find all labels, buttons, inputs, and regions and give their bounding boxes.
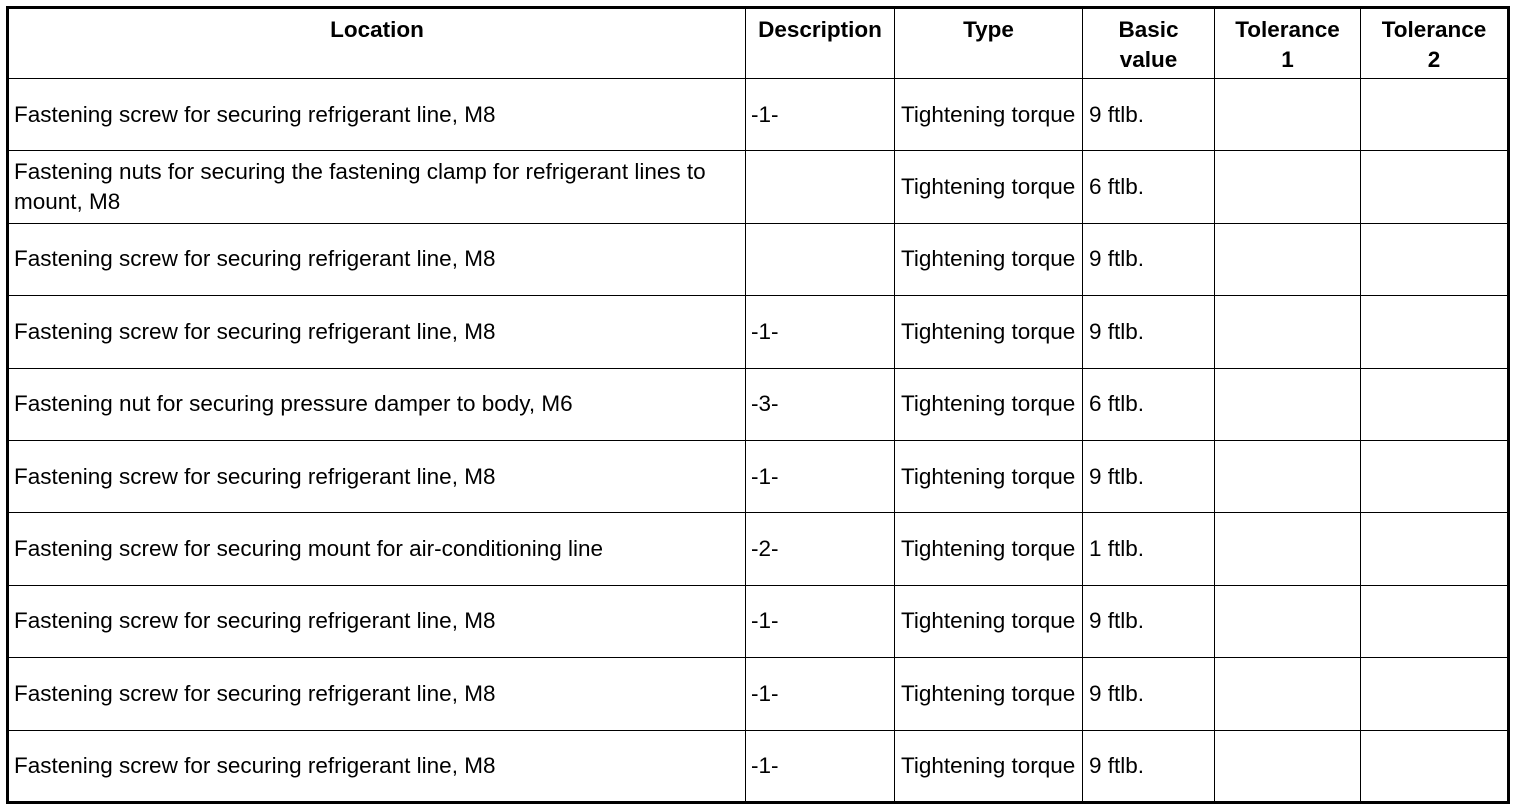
- cell-tolerance-1: [1215, 151, 1361, 223]
- cell-location: Fastening nuts for securing the fastening clamp for refrigerant lines to mount, M8: [8, 151, 746, 223]
- header-tolerance-1: Tolerance 1: [1215, 8, 1361, 79]
- cell-type: Tightening torque: [895, 79, 1083, 151]
- cell-tolerance-1: [1215, 585, 1361, 657]
- cell-location: Fastening screw for securing refrigerant line, M8: [8, 296, 746, 368]
- cell-location: Fastening screw for securing refrigerant line, M8: [8, 223, 746, 295]
- cell-description: -1-: [746, 730, 895, 802]
- cell-description: -1-: [746, 79, 895, 151]
- cell-location: Fastening screw for securing mount for air-conditioning line: [8, 513, 746, 585]
- cell-tolerance-2: [1361, 151, 1509, 223]
- table-row: [8, 658, 1509, 730]
- cell-type: Tightening torque: [895, 440, 1083, 512]
- cell-basic-value: 9 ftlb.: [1083, 730, 1215, 802]
- cell-tolerance-2: [1361, 79, 1509, 151]
- cell-type: Tightening torque: [895, 151, 1083, 223]
- table-row: [8, 79, 1509, 151]
- table-row: [8, 440, 1509, 512]
- table-row: [8, 513, 1509, 585]
- cell-tolerance-2: [1361, 585, 1509, 657]
- cell-tolerance-1: [1215, 440, 1361, 512]
- table-row: [8, 223, 1509, 295]
- cell-tolerance-2: [1361, 296, 1509, 368]
- cell-tolerance-2: [1361, 730, 1509, 802]
- cell-location: Fastening screw for securing refrigerant line, M8: [8, 730, 746, 802]
- cell-description: -3-: [746, 368, 895, 440]
- cell-type: Tightening torque: [895, 296, 1083, 368]
- cell-tolerance-1: [1215, 296, 1361, 368]
- cell-description: [746, 151, 895, 223]
- cell-tolerance-2: [1361, 658, 1509, 730]
- table-row: [8, 296, 1509, 368]
- cell-tolerance-1: [1215, 513, 1361, 585]
- cell-basic-value: 9 ftlb.: [1083, 658, 1215, 730]
- table-header: [8, 8, 1509, 79]
- cell-basic-value: 9 ftlb.: [1083, 585, 1215, 657]
- cell-tolerance-2: [1361, 223, 1509, 295]
- cell-tolerance-2: [1361, 368, 1509, 440]
- cell-basic-value: 9 ftlb.: [1083, 296, 1215, 368]
- cell-location: Fastening screw for securing refrigerant line, M8: [8, 658, 746, 730]
- cell-type: Tightening torque: [895, 585, 1083, 657]
- table-row: [8, 585, 1509, 657]
- cell-basic-value: 9 ftlb.: [1083, 223, 1215, 295]
- header-description: Description: [746, 8, 895, 79]
- header-row: [8, 8, 1509, 79]
- header-location: Location: [8, 8, 746, 79]
- cell-description: [746, 223, 895, 295]
- cell-tolerance-1: [1215, 658, 1361, 730]
- cell-tolerance-1: [1215, 223, 1361, 295]
- cell-type: Tightening torque: [895, 368, 1083, 440]
- cell-basic-value: 6 ftlb.: [1083, 151, 1215, 223]
- cell-location: Fastening screw for securing refrigerant line, M8: [8, 585, 746, 657]
- cell-tolerance-1: [1215, 730, 1361, 802]
- header-type: Type: [895, 8, 1083, 79]
- cell-description: -1-: [746, 658, 895, 730]
- cell-location: Fastening screw for securing refrigerant line, M8: [8, 79, 746, 151]
- cell-type: Tightening torque: [895, 513, 1083, 585]
- table-row: [8, 151, 1509, 223]
- table-row: [8, 730, 1509, 802]
- cell-basic-value: 9 ftlb.: [1083, 440, 1215, 512]
- cell-description: -1-: [746, 585, 895, 657]
- cell-tolerance-1: [1215, 368, 1361, 440]
- cell-tolerance-2: [1361, 513, 1509, 585]
- cell-type: Tightening torque: [895, 658, 1083, 730]
- cell-type: Tightening torque: [895, 223, 1083, 295]
- cell-description: -1-: [746, 440, 895, 512]
- table-row: [8, 368, 1509, 440]
- cell-description: -1-: [746, 296, 895, 368]
- cell-type: Tightening torque: [895, 730, 1083, 802]
- torque-spec-table: [6, 6, 1510, 804]
- cell-location: Fastening screw for securing refrigerant line, M8: [8, 440, 746, 512]
- header-basic-value: Basic value: [1083, 8, 1215, 79]
- cell-tolerance-1: [1215, 79, 1361, 151]
- cell-basic-value: 1 ftlb.: [1083, 513, 1215, 585]
- cell-tolerance-2: [1361, 440, 1509, 512]
- cell-description: -2-: [746, 513, 895, 585]
- cell-basic-value: 9 ftlb.: [1083, 79, 1215, 151]
- table-body: [8, 79, 1509, 803]
- cell-basic-value: 6 ftlb.: [1083, 368, 1215, 440]
- header-tolerance-2: Tolerance 2: [1361, 8, 1509, 79]
- cell-location: Fastening nut for securing pressure damper to body, M6: [8, 368, 746, 440]
